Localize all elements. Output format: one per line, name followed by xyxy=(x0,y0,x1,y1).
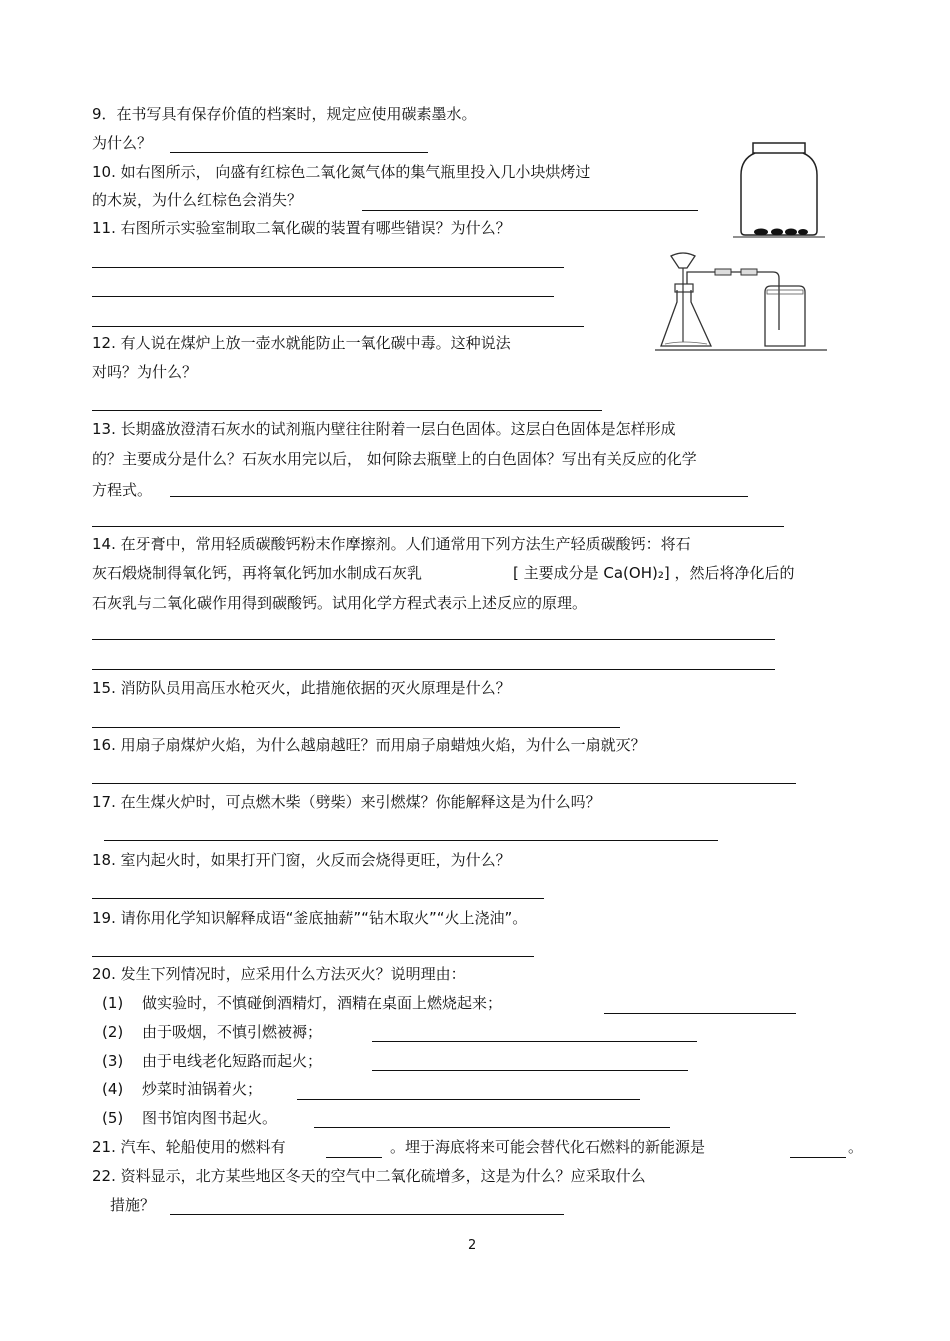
co2-apparatus-figure xyxy=(655,250,830,355)
q20-item-text: 图书馆肉图书起火。 xyxy=(142,1109,278,1127)
q13-answer-line-2[interactable] xyxy=(92,526,784,527)
q22-text-line2: 措施？ xyxy=(110,1196,156,1214)
q13-text-line1: 13. 长期盛放澄清石灰水的试剂瓶内壁往往附着一层白色固体。这层白色固体是怎样形成 xyxy=(92,420,676,438)
q14-text-line2b: [ 主要成分是 Ca(OH)₂] ，然后将净化后的 xyxy=(513,564,795,582)
q13-text-line3: 方程式。 xyxy=(92,481,153,499)
q20-item-text: 炒菜时油锅着火； xyxy=(142,1080,263,1098)
q20-item-text: 由于电线老化短路而起火； xyxy=(142,1052,323,1070)
q9-text-line1: 9．在书写具有保存价值的档案时，规定应使用碳素墨水。 xyxy=(92,105,477,123)
page-number: 2 xyxy=(468,1238,477,1253)
q20-item-text: 由于吸烟，不慎引燃被褥； xyxy=(142,1023,323,1041)
q14-text-line2a: 灰石煅烧制得氧化钙，再将氧化钙加水制成石灰乳 xyxy=(92,564,423,582)
q9-text-line2: 为什么？ xyxy=(92,134,153,152)
q12-answer-line[interactable] xyxy=(92,410,602,411)
q9-answer-blank[interactable] xyxy=(170,152,428,153)
q19-answer-line[interactable] xyxy=(92,956,534,957)
q20-item-num: (1) xyxy=(102,994,124,1012)
q18-answer-line[interactable] xyxy=(92,898,544,899)
q13-answer-line-1[interactable] xyxy=(170,496,748,497)
q20-item-1-blank[interactable] xyxy=(604,1013,796,1014)
q14-answer-line-1[interactable] xyxy=(92,639,775,640)
q18-text-line1: 18. 室内起火时，如果打开门窗，火反而会烧得更旺，为什么？ xyxy=(92,851,511,869)
q11-answer-line-2[interactable] xyxy=(92,296,554,297)
q13-text-line2: 的？主要成分是什么？石灰水用完以后， 如何除去瓶壁上的白色固体？写出有关反应的化学 xyxy=(92,450,697,468)
q11-answer-line-1[interactable] xyxy=(92,267,564,268)
q11-answer-line-3[interactable] xyxy=(92,326,584,327)
q20-item-num: (5) xyxy=(102,1109,124,1127)
q10-text-line2: 的木炭，为什么红棕色会消失？ xyxy=(92,191,303,209)
q20-item-num: (4) xyxy=(102,1080,124,1098)
q22-text-line1: 22. 资料显示，北方某些地区冬天的空气中二氧化硫增多，这是为什么？应采取什么 xyxy=(92,1167,646,1185)
q15-answer-line[interactable] xyxy=(92,727,620,728)
q20-item-4-blank[interactable] xyxy=(297,1099,640,1100)
q16-answer-line[interactable] xyxy=(92,783,796,784)
q10-text-line1: 10. 如右图所示， 向盛有红棕色二氧化氮气体的集气瓶里投入几小块烘烤过 xyxy=(92,163,591,181)
q12-text-line2: 对吗？为什么？ xyxy=(92,363,198,381)
q16-text-line1: 16. 用扇子扇煤炉火焰，为什么越扇越旺？而用扇子扇蜡烛火焰，为什么一扇就灭？ xyxy=(92,736,646,754)
q21-blank-fuels[interactable] xyxy=(326,1157,382,1158)
q14-text-line3: 石灰乳与二氧化碳作用得到碳酸钙。试用化学方程式表示上述反应的原理。 xyxy=(92,594,588,612)
q21-blank-new-energy[interactable] xyxy=(790,1157,846,1158)
q14-answer-line-2[interactable] xyxy=(92,669,775,670)
q12-text-line1: 12. 有人说在煤炉上放一壶水就能防止一氧化碳中毒。这种说法 xyxy=(92,334,511,352)
q11-text-line1: 11. 右图所示实验室制取二氧化碳的装置有哪些错误？为什么？ xyxy=(92,219,511,237)
q20-item-2-blank[interactable] xyxy=(372,1041,697,1042)
q20-item-num: (2) xyxy=(102,1023,124,1041)
q22-answer-blank[interactable] xyxy=(170,1214,564,1215)
q21-text-part2: 。埋于海底将来可能会替代化石燃料的新能源是 xyxy=(390,1138,706,1156)
q20-item-3-blank[interactable] xyxy=(372,1070,688,1071)
q15-text-line1: 15. 消防队员用高压水枪灭火，此措施依据的灭火原理是什么？ xyxy=(92,679,511,697)
q20-item-5-blank[interactable] xyxy=(314,1127,670,1128)
q14-text-line1: 14. 在牙膏中，常用轻质碳酸钙粉末作摩擦剂。人们通常用下列方法生产轻质碳酸钙：将石 xyxy=(92,535,691,553)
q10-answer-blank[interactable] xyxy=(362,210,698,211)
q19-text-line1: 19. 请你用化学知识解释成语“釜底抽薪”“钻木取火”“火上浇油”。 xyxy=(92,909,528,927)
q21-text-part1: 21. 汽车、轮船使用的燃料有 xyxy=(92,1138,286,1156)
q21-text-part3: 。 xyxy=(848,1138,864,1156)
q20-item-num: (3) xyxy=(102,1052,124,1070)
q20-text-line1: 20. 发生下列情况时，应采用什么方法灭火？说明理由： xyxy=(92,965,466,983)
gas-jar-figure xyxy=(733,135,828,240)
q17-text-line1: 17. 在生煤火炉时，可点燃木柴（劈柴）来引燃煤？你能解释这是为什么吗？ xyxy=(92,793,601,811)
q20-item-text: 做实验时，不慎碰倒酒精灯，酒精在桌面上燃烧起来； xyxy=(142,994,503,1012)
q17-answer-line[interactable] xyxy=(104,840,718,841)
